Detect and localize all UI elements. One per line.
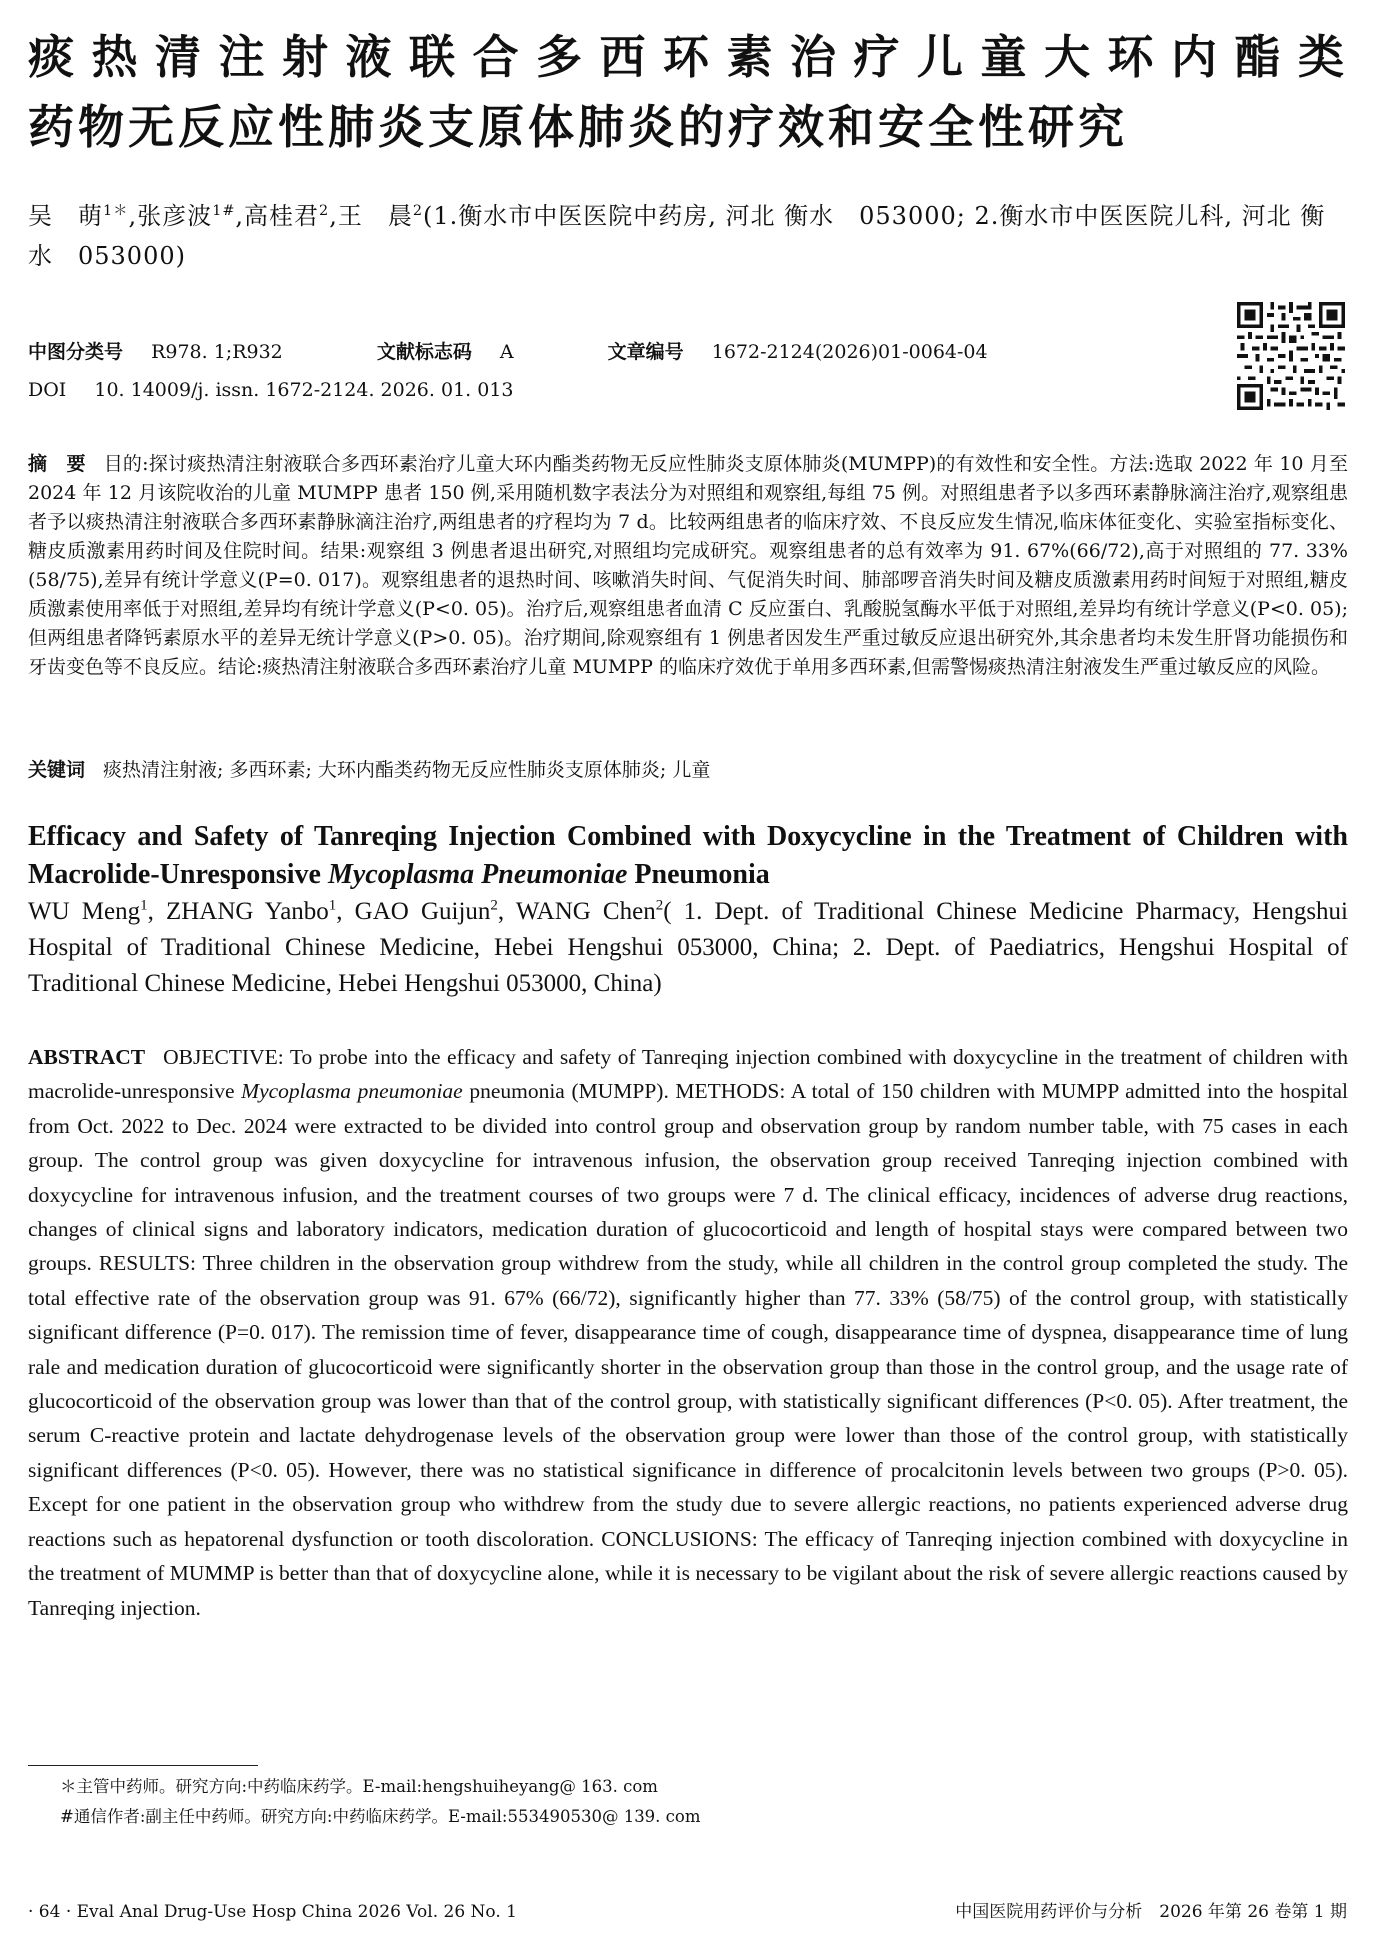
author-4: 王 晨 [337,202,413,230]
chinese-keywords [28,756,1348,785]
author-2: 张彦波 [137,202,213,230]
english-affiliation: ( 1. Dept. of Traditional Chinese Medicine Pharmacy, Hengshui Hospital of Traditional Chinese Medicine, Hebei Hengshui 053000, China; 2. Dept. of Paediatrics, Hengshui Hospital of Traditional Chinese Medicine, Hebei Hengshui 053000, China) [28,898,1349,997]
author-4-sup: 2 [412,203,423,219]
en-author-3-sup: 2 [490,897,498,914]
chinese-title-line-2: 药物无反应性肺炎支原体肺炎的疗效和安全性研究 [28,100,1128,154]
en-author-1-sup: 1 [140,897,148,914]
author-1-sup: 1＊ [103,203,129,219]
doc-code-label: 文献标志码 [376,341,472,363]
en-author-2-sup: 1 [328,897,337,914]
english-title-part-2: Pneumonia [627,859,770,890]
english-abstract-part-1: OBJECTIVE: To probe into the efficacy and safety of Tanreqing injection combined with doxycycline in the treatment of children with macrolide-unresponsive [28,1045,1348,1104]
chinese-abstract-label: 摘 要 [28,453,86,475]
footnote-1: ＊主管中药师。研究方向:中药临床药学。E-mail:hengshuiheyang@ 163. com [60,1777,658,1796]
author-1: 吴 萌 [28,202,103,230]
author-2-sup: 1# [212,203,236,219]
chinese-keywords-text: 痰热清注射液; 多西环素; 大环内酯类药物无反应性肺炎支原体肺炎; 儿童 [103,759,711,781]
article-number-value: 1672-2124(2026)01-0064-04 [711,341,988,363]
classification-line [28,338,1228,366]
en-author-4-sup: 2 [655,897,664,914]
doi-value[interactable]: 10. 14009/j. issn. 1672-2124. 2026. 01. 013 [94,379,514,401]
chinese-abstract-text: 目的:探讨痰热清注射液联合多西环素治疗儿童大环内酯类药物无反应性肺炎支原体肺炎(MUMPP)的有效性和安全性。方法:选取 2022 年 10 月至 2024 年 12 月该院收治的儿童 MUMPP 患者 150 例,采用随机数字表法分为对照组和观察组,每组 75 例。对照组患者予以多西环素静脉滴注治疗,观察组患者予以痰热清注射液联合多西环素静脉滴注治疗,两组患者的疗程均为 7 d。比较两组患者的临床疗效、不良反应发生情况,临床体征变化、实验室指标变化、糖皮质激素用药时间及住院时间。结果:观察组 3 例患者退出研究,对照组均完成研究。观察组患者的总有效率为 91. 67%(66/72),高于对照组的 77. 33%(58/75),差异有统计学意义(P=0. 017)。观察组患者的退热时间、咳嗽消失时间、气促消失时间、肺部啰音消失时间及糖皮质激素用药时间短于对照组,糖皮质激素使用率低于对照组,差异均有统计学意义(P<0. 05)。治疗后,观察组患者血清 C 反应蛋白、乳酸脱氢酶水平低于对照组,差异均有统计学意义(P<0. 05);但两组患者降钙素原水平的差异无统计学意义(P>0. 05)。治疗期间,除观察组有 1 例患者因发生严重过敏反应退出研究外,其余患者均未发生肝肾功能损伤和牙齿变色等不良反应。结论:痰热清注射液联合多西环素治疗儿童 MUMPP 的临床疗效优于单用多西环素,但需警惕痰热清注射液发生严重过敏反应的风险。 [28,453,1348,678]
en-author-3: GAO Guijun [354,898,491,925]
en-author-1: WU Meng [28,898,141,925]
en-author-4: WANG Chen [515,898,656,925]
footer-right: 中国医院用药评价与分析 2026 年第 26 卷第 1 期 [955,1902,1347,1922]
footnote-divider [28,1765,258,1766]
doi-line [28,376,1028,404]
chinese-affiliation: (1.衡水市中医医院中药房, 河北 衡水 053000; 2.衡水市中医医院儿科, 河北 衡水 053000) [28,202,1326,270]
doc-code-value: A [499,341,514,363]
en-author-2: ZHANG Yanbo [165,898,329,925]
chinese-authors: 吴 萌$^{1*}$,张彦波$^{1\#}$,高桂君$^2$,王 晨$^2$(1.衡水市中医医院中药房, 河北 衡水 053000; 2.衡水市中医医院儿科, 河北 衡水 053000) [28,202,1326,270]
qr-code-icon [1237,302,1345,410]
english-abstract-italic: Mycoplasma pneumoniae [241,1079,463,1104]
chinese-title-line-1: 痰热清注射液联合多西环素治疗儿童大环内酯类 [28,30,1348,84]
footer-left: · 64 · Eval Anal Drug-Use Hosp China 2026 Vol. 26 No. 1 [28,1902,517,1922]
english-abstract-label: ABSTRACT [28,1045,146,1069]
footnote-2: #通信作者:副主任中药师。研究方向:中药临床药学。E-mail:553490530@ 139. com [60,1807,701,1826]
chinese-keywords-label: 关键词 [28,759,86,781]
chinese-abstract [28,450,1348,682]
english-title [28,818,1348,894]
doi-label: DOI [28,379,67,401]
article-number-label: 文章编号 [607,341,684,363]
clc-value: R978. 1;R932 [151,341,283,363]
author-3-sup: 2 [319,203,330,219]
english-title-part-1: Efficacy and Safety of Tanreqing Injection Combined with Doxycycline in the Treatment of Children with Macrolide-Unresponsive [28,821,1348,890]
english-abstract [28,1040,1348,1625]
english-authors: WU Meng$^1$, ZHANG Yanbo$^1$, GAO Guijun$^2$, WANG Chen$^2$( 1. Dept. of Traditional Chinese Medicine Pharmacy, Hengshui Hospital of Traditional Chinese Medicine, Hebei Hengshui 053000, China; 2. Dept. of Paediatrics, Hengshui Hospital of Traditional Chinese Medicine, Hebei Hengshui 053000, China) [28,897,1349,997]
english-title-italic: Mycoplasma Pneumoniae [327,859,628,890]
chinese-title [28,22,1348,162]
english-abstract-part-2: pneumonia (MUMPP). METHODS: A total of 150 children with MUMPP admitted into the hospital from Oct. 2022 to Dec. 2024 were extracted to be divided into control group and observation group by random number table, with 75 cases in each group. The control group was given doxycycline for intravenous infusion, the observation group received Tanreqing injection combined with doxycycline for intravenous infusion, and the treatment courses of two groups were 7 d. The clinical efficacy, incidences of adverse drug reactions, changes of clinical signs and laboratory indicators, medication duration of glucocorticoid and length of hospital stays were compared between two groups. RESULTS: Three children in the observation group withdrew from the study, while all children in the control group completed the study. The total effective rate of the observation group was 91. 67% (66/72), significantly higher than 77. 33% (58/75) of the control group, with statistically significant difference (P=0. 017). The remission time of fever, disappearance time of cough, disappearance time of dyspnea, disappearance time of lung rale and medication duration of glucocorticoid were significantly shorter in the observation group than those in the control group, and the usage rate of glucocorticoid of the observation group was lower than that of the control group, with statistically significant differences (P<0. 05). After treatment, the serum C-reactive protein and lactate dehydrogenase levels of the observation group were lower than those of the control group, with statistically significant differences (P<0. 05). However, there was no statistical significance in difference of procalcitonin levels between two groups (P>0. 05). Except for one patient in the observation group who withdrew from the study due to severe allergic reactions, no patients experienced adverse drug reactions such as hepatorenal dysfunction or tooth discoloration. CONCLUSIONS: The efficacy of Tanreqing injection combined with doxycycline in the treatment of MUMMP is better than that of doxycycline alone, while it is necessary to be vigilant about the risk of severe allergic reactions caused by Tanreqing injection. [28,1079,1348,1620]
clc-label: 中图分类号 [28,341,124,363]
author-3: 高桂君 [244,202,320,230]
